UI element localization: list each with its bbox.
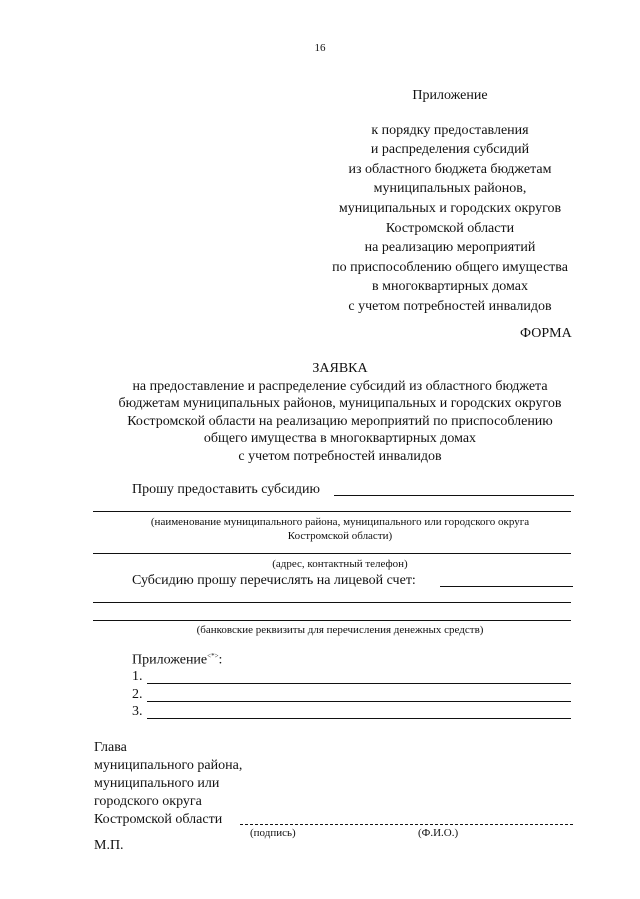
bank-details-field[interactable] [93,620,571,621]
appendix-line: по приспособлению общего имущества [332,259,568,275]
address-phone-field[interactable] [93,553,571,554]
address-caption: (адрес, контактный телефон) [272,558,408,570]
application-line: общего имущества в многоквартирных домах [203,431,477,446]
subsidy-amount-field[interactable] [334,495,574,496]
appendix-line: в многоквартирных домах [372,279,528,295]
signature-field[interactable] [240,824,573,825]
footnote-mark: <*> [207,652,219,660]
attachment-field[interactable] [147,718,571,719]
attachment-field[interactable] [147,701,571,702]
attachments-colon: : [218,652,223,668]
stamp-placeholder: М.П. [94,838,124,853]
form-label: ФОРМА [520,326,572,341]
request-subsidy-label: Прошу предоставить субсидию [132,482,320,497]
page-number: 16 [314,42,326,54]
attachment-field[interactable] [147,683,571,684]
attachments-title: Приложение [132,652,208,668]
attachment-number: 1. [132,669,143,684]
appendix-line: на реализацию мероприятий [364,240,536,256]
municipality-name-field[interactable] [93,511,571,512]
signature-caption: (подпись) [250,827,296,839]
account-field[interactable] [440,586,573,587]
appendix-line: и распределения субсидий [370,142,530,158]
bank-details-field[interactable] [93,602,571,603]
application-title: ЗАЯВКА [312,361,368,376]
municipality-caption: Костромской области) [287,530,393,542]
application-line: бюджетам муниципальных районов, муниципальных и городских округов [118,396,562,411]
application-line: с учетом потребностей инвалидов [238,448,442,464]
appendix-header [300,86,600,317]
head-line: Глава [94,740,127,755]
head-line: муниципального района, [94,758,243,773]
appendix-line: муниципальных и городских округов [338,200,562,216]
appendix-title: Приложение [412,88,488,103]
application-heading [0,360,640,465]
attachment-number: 2. [132,687,143,702]
application-line: на предоставление и распределение субсидий из областного бюджета [132,378,548,394]
head-line: городского округа [94,794,202,809]
attachment-number: 3. [132,704,143,719]
bank-caption: (банковские реквизиты для перечисления денежных средств) [196,624,484,636]
name-caption: (Ф.И.О.) [418,827,459,839]
appendix-line: к порядку предоставления [371,122,529,138]
head-line: муниципального или [94,776,220,791]
appendix-line: Костромской области [385,220,515,236]
transfer-account-label: Субсидию прошу перечислять на лицевой счет: [132,573,416,588]
municipality-caption: (наименование муниципального района, муниципального или городского округа [150,516,530,528]
appendix-line: из областного бюджета бюджетам [348,161,552,177]
application-line: Костромской области на реализацию мероприятий по приспособлению [127,413,553,429]
region-label: Костромской области [94,812,223,827]
appendix-line: муниципальных районов, [373,181,527,197]
appendix-line: с учетом потребностей инвалидов [348,298,552,314]
attachments-label [132,652,222,669]
